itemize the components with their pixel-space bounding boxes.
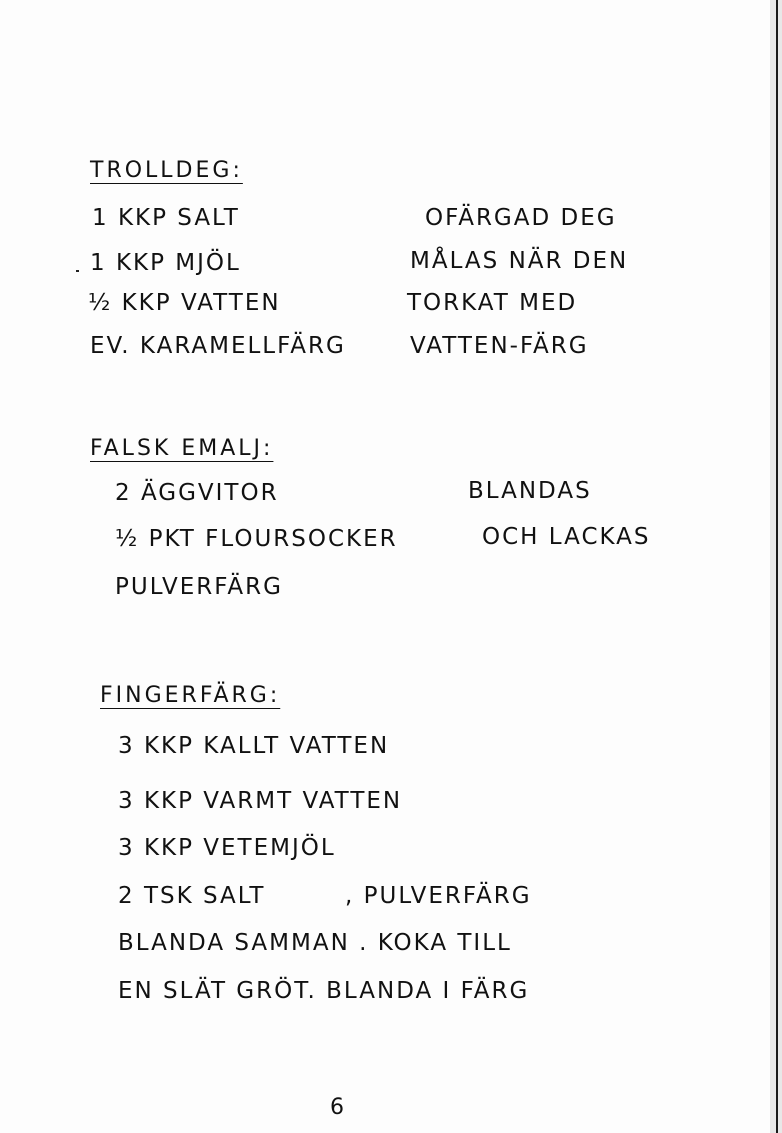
ingredient-line: ½ KKP VATTEN — [88, 290, 281, 316]
recipe-line: BLANDA SAMMAN . KOKA TILL — [118, 930, 512, 956]
ingredient-line: 1 KKP SALT — [92, 205, 240, 231]
note-line: OFÄRGAD DEG — [425, 205, 617, 231]
ingredient-line: PULVERFÄRG — [115, 574, 283, 600]
recipe-line: EN SLÄT GRÖT. BLANDA I FÄRG — [118, 978, 530, 1004]
ingredient-line: 2 ÄGGVITOR — [115, 480, 279, 506]
note-line: VATTEN-FÄRG — [410, 333, 589, 359]
note-line: TORKAT MED — [407, 290, 578, 316]
section-heading-falsk-emalj: FALSK EMALJ: — [90, 436, 274, 461]
ingredient-line: 1 KKP MJÖL — [90, 250, 241, 276]
section-heading-fingerfarg: FINGERFÄRG: — [100, 683, 281, 708]
ingredient-line: ½ PKT FLOURSOCKER — [115, 526, 398, 552]
recipe-line: , PULVERFÄRG — [345, 883, 532, 909]
recipe-line: 3 KKP KALLT VATTEN — [118, 733, 390, 759]
page-edge-line — [776, 0, 778, 1133]
recipe-line: 3 KKP VETEMJÖL — [118, 835, 336, 861]
note-line: BLANDAS — [468, 478, 592, 504]
stray-pen-mark — [76, 270, 79, 272]
section-heading-trolldeg: TROLLDEG: — [90, 158, 243, 183]
recipe-line: 2 TSK SALT — [118, 883, 266, 909]
note-line: MÅLAS NÄR DEN — [410, 248, 629, 274]
page-number: 6 — [330, 1095, 344, 1120]
recipe-line: 3 KKP VARMT VATTEN — [118, 788, 403, 814]
note-line: OCH LACKAS — [482, 524, 651, 550]
ingredient-line: EV. KARAMELLFÄRG — [90, 333, 346, 359]
